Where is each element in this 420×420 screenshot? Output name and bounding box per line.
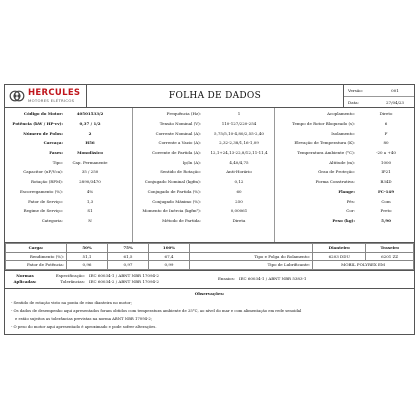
observation-line: - Sentido de rotação visto na ponta de eixo dianteira no motor; (11, 299, 132, 305)
spec-label: Altitude (m): (329, 159, 355, 165)
observations-title: Observações: (194, 290, 225, 296)
spec-row (275, 206, 414, 216)
spec-label: Acoplamento: (327, 111, 355, 117)
norms-label (5, 271, 45, 288)
spec-label: Conjugado de Partida (%): (147, 188, 201, 194)
spec-label: Escorregamento (%): (19, 188, 63, 194)
date-label: Data: (348, 100, 359, 105)
spec-row (275, 157, 414, 167)
spec-label: Peso (kg): (332, 217, 355, 223)
spec-row (275, 138, 414, 148)
spec-row (5, 119, 132, 129)
spec-value: 1 (237, 111, 241, 117)
load-header-cell: Carga: (6, 244, 67, 253)
spec-row (275, 216, 414, 226)
brand-name: HERCULES (28, 88, 81, 99)
spec-label: Categoria: (41, 217, 63, 223)
load-header-cell (190, 244, 313, 253)
table-cell: 67,4 (149, 252, 190, 261)
data-sheet (4, 84, 415, 335)
load-header-row (6, 244, 414, 253)
table-cell: 51,1 (67, 252, 108, 261)
spec-row (133, 157, 274, 167)
spec-label: Pés: (346, 198, 355, 204)
spec-label: Temperatura Ambiente (°C): (297, 150, 355, 156)
spec-label: Código do Motor: (23, 111, 63, 117)
observations (5, 289, 414, 333)
observation-line: - Os dados de desempenho aqui apresentados foram obtidos com temperatura ambiente de 25°C, ao nível do mar e com alimentação em rede senoidal (11, 307, 302, 313)
spec-label: Flange: (338, 188, 355, 194)
spec-row (275, 167, 414, 177)
sheet-header (5, 85, 414, 108)
spec-grid (5, 108, 414, 243)
spec-label: Número de Polos: (23, 130, 63, 136)
spec-value: IEC 60034-1 / ABNT NBR 17094-2 (89, 273, 159, 279)
spec-value: 6 (384, 121, 388, 127)
spec-value: Direto (379, 111, 393, 117)
load-header-cell: Traseiro (366, 244, 414, 253)
load-header-cell: Dianteiro (313, 244, 366, 253)
spec-value: F (384, 130, 388, 136)
spec-label: Isolamento: (331, 130, 355, 136)
spec-label: Capacitor (uF/Vca): (23, 169, 63, 175)
spec-value: 110-127/220-254 (221, 121, 257, 127)
spec-row (275, 177, 414, 187)
spec-row (5, 109, 132, 119)
spec-label: Tipo: (52, 159, 63, 165)
tolerance-value: IEC 60034-2 / ABNT NBR 17094-2 (89, 279, 159, 285)
spec-row (133, 196, 274, 206)
spec-row (133, 109, 274, 119)
spec-row (5, 148, 132, 158)
spec-row (5, 206, 132, 216)
spec-row (5, 177, 132, 187)
spec-row (5, 196, 132, 206)
spec-row (133, 187, 274, 197)
spec-value: 2,32-2,38/1,16-1,09 (219, 140, 259, 146)
spec-label: Fases: (49, 150, 63, 156)
table-cell: 61,5 (108, 252, 149, 261)
load-header-cell: 75% (108, 244, 149, 253)
spec-label: Cor: (346, 208, 355, 214)
spec-label: Rotação (RPM): (31, 179, 63, 185)
spec-column-1 (5, 108, 133, 242)
spec-label: Corrente de Partida (A): (152, 150, 201, 156)
version-label: Versão: (348, 88, 363, 93)
table-cell: 0,99 (149, 261, 190, 270)
spec-value: Monofásico (77, 150, 103, 156)
table-cell: 6201 ZZ (366, 252, 414, 261)
load-table (5, 243, 414, 270)
version-value: 001 (391, 88, 399, 93)
spec-label: Corrente a Vazio (A): (158, 140, 201, 146)
spec-label: Momento de Inércia (kgfm²): (142, 208, 201, 214)
spec-value: 12,1+24,13-22,8/12,11-11,4 (210, 150, 268, 156)
spec-value: 4,40/4,75 (229, 159, 249, 165)
spec-value: -20 a +40 (376, 150, 396, 156)
spec-row (133, 148, 274, 158)
spec-value: 35 / 250 (81, 169, 99, 175)
table-row (6, 252, 414, 261)
spec-label: Potência (kW / HP-cv): (12, 121, 63, 127)
spec-value: 40501533/2 (76, 111, 104, 117)
spec-label: Conjugado Máximo (%): (152, 198, 201, 204)
table-cell: Fator de Potência: (6, 261, 67, 270)
spec-value: B34D (380, 179, 392, 185)
spec-row (133, 167, 274, 177)
norms-label-line: Normas (16, 273, 34, 279)
observation-line: - O peso do motor aqui apresentado é aproximado e pode sofrer alterações. (11, 323, 157, 329)
spec-row (133, 216, 274, 226)
spec-row (275, 128, 414, 138)
spec-label: Tempo de Rotor Bloqueado (s): (292, 121, 355, 127)
spec-value: 0,12 (234, 179, 244, 185)
spec-label: Elevação de Temperatura (K): (294, 140, 355, 146)
spec-row (5, 187, 132, 197)
spec-value: 1,3 (86, 198, 94, 204)
spec-value: 250 (235, 198, 243, 204)
load-header-cell: 100% (149, 244, 190, 253)
norms-section (5, 270, 414, 289)
spec-value: Com (381, 198, 391, 204)
spec-value: 4% (86, 188, 94, 194)
spec-value: Preto (380, 208, 392, 214)
spec-row (275, 119, 414, 129)
table-cell: 0,96 (67, 261, 108, 270)
tolerance-label: Tolerâncias: (60, 279, 85, 285)
spec-value: FC-149 (377, 188, 395, 194)
norms-label-line: Aplicadas: (13, 279, 37, 285)
table-cell: Tipo de Lubrificante: (190, 261, 313, 270)
spec-row (5, 167, 132, 177)
spec-value: 1000 (380, 159, 392, 165)
table-cell: 6203 DDU (313, 252, 366, 261)
spec-row (5, 216, 132, 226)
spec-value: 60 (236, 188, 242, 194)
load-header-cell: 50% (67, 244, 108, 253)
spec-row (5, 128, 132, 138)
spec-row (133, 119, 274, 129)
spec-row (5, 157, 132, 167)
spec-value: Anti-Horário (226, 169, 252, 175)
spec-value: N (88, 217, 92, 223)
table-cell: Rendimento (%): (6, 252, 67, 261)
hercules-logo-icon (9, 90, 25, 102)
spec-value: IP21 (381, 169, 391, 175)
spec-row (275, 187, 414, 197)
spec-label: Fator de Serviço: (28, 198, 63, 204)
brand-subtitle: MOTORES ELÉTRICOS (28, 97, 75, 103)
spec-value: 2890/3470 (79, 179, 101, 185)
spec-label: Método de Partida: (162, 217, 201, 223)
spec-row (275, 148, 414, 158)
spec-label: Sentido de Rotação: (160, 169, 201, 175)
spec-label: Tensão Nominal (V): (159, 121, 201, 127)
spec-row (275, 109, 414, 119)
spec-value: H56 (85, 140, 95, 146)
spec-value: 5,75/5,10-4,80/2,55-2,40 (214, 130, 264, 136)
spec-label: Conjugado Nominal (kgfm): (144, 179, 201, 185)
spec-label: Corrente Nominal (A): (155, 130, 201, 136)
spec-label: Ip/In (A): (182, 159, 201, 165)
logo (5, 85, 87, 107)
spec-value: 5,90 (381, 217, 391, 223)
spec-label: Especificação: (55, 273, 85, 279)
table-row (6, 261, 414, 270)
spec-label: Frequência (Hz): (166, 111, 201, 117)
test-label: Ensaios: (217, 276, 235, 282)
table-cell: 0,97 (108, 261, 149, 270)
spec-label: Regime de Serviço: (23, 208, 63, 214)
test-value: IEC 60034-1 / ABNT NBR 5383-1 (239, 276, 307, 282)
spec-row (133, 138, 274, 148)
spec-label: Forma Construtiva: (315, 179, 355, 185)
date-value: 27/04/23 (386, 100, 404, 105)
spec-row (275, 196, 414, 206)
observation-line: e estão sujeitos as tolerâncias previstas na norma ABNT NBR 17094-2; (15, 315, 153, 321)
table-cell: MOBIL POLYREX EM (313, 261, 414, 270)
spec-column-2 (133, 108, 275, 242)
spec-label: Carcaça: (43, 140, 63, 146)
version-box (343, 85, 414, 107)
spec-row (133, 128, 274, 138)
spec-value: 80 (383, 140, 389, 146)
spec-value: Direta (232, 217, 246, 223)
spec-value: Cap. Permanente (72, 159, 108, 165)
spec-label: Grau de Proteção: (318, 169, 355, 175)
table-cell: Tipo e Folga do Rolamento: (190, 252, 313, 261)
document-title: FOLHA DE DADOS (168, 91, 262, 101)
spec-value: 2 (88, 130, 92, 136)
spec-row (5, 138, 132, 148)
spec-value: S1 (87, 208, 93, 214)
spec-row (133, 206, 274, 216)
spec-column-3 (275, 108, 414, 242)
spec-value: 0,37 / 1/2 (79, 121, 101, 127)
spec-row (133, 177, 274, 187)
spec-value: 0,00061 (230, 208, 248, 214)
